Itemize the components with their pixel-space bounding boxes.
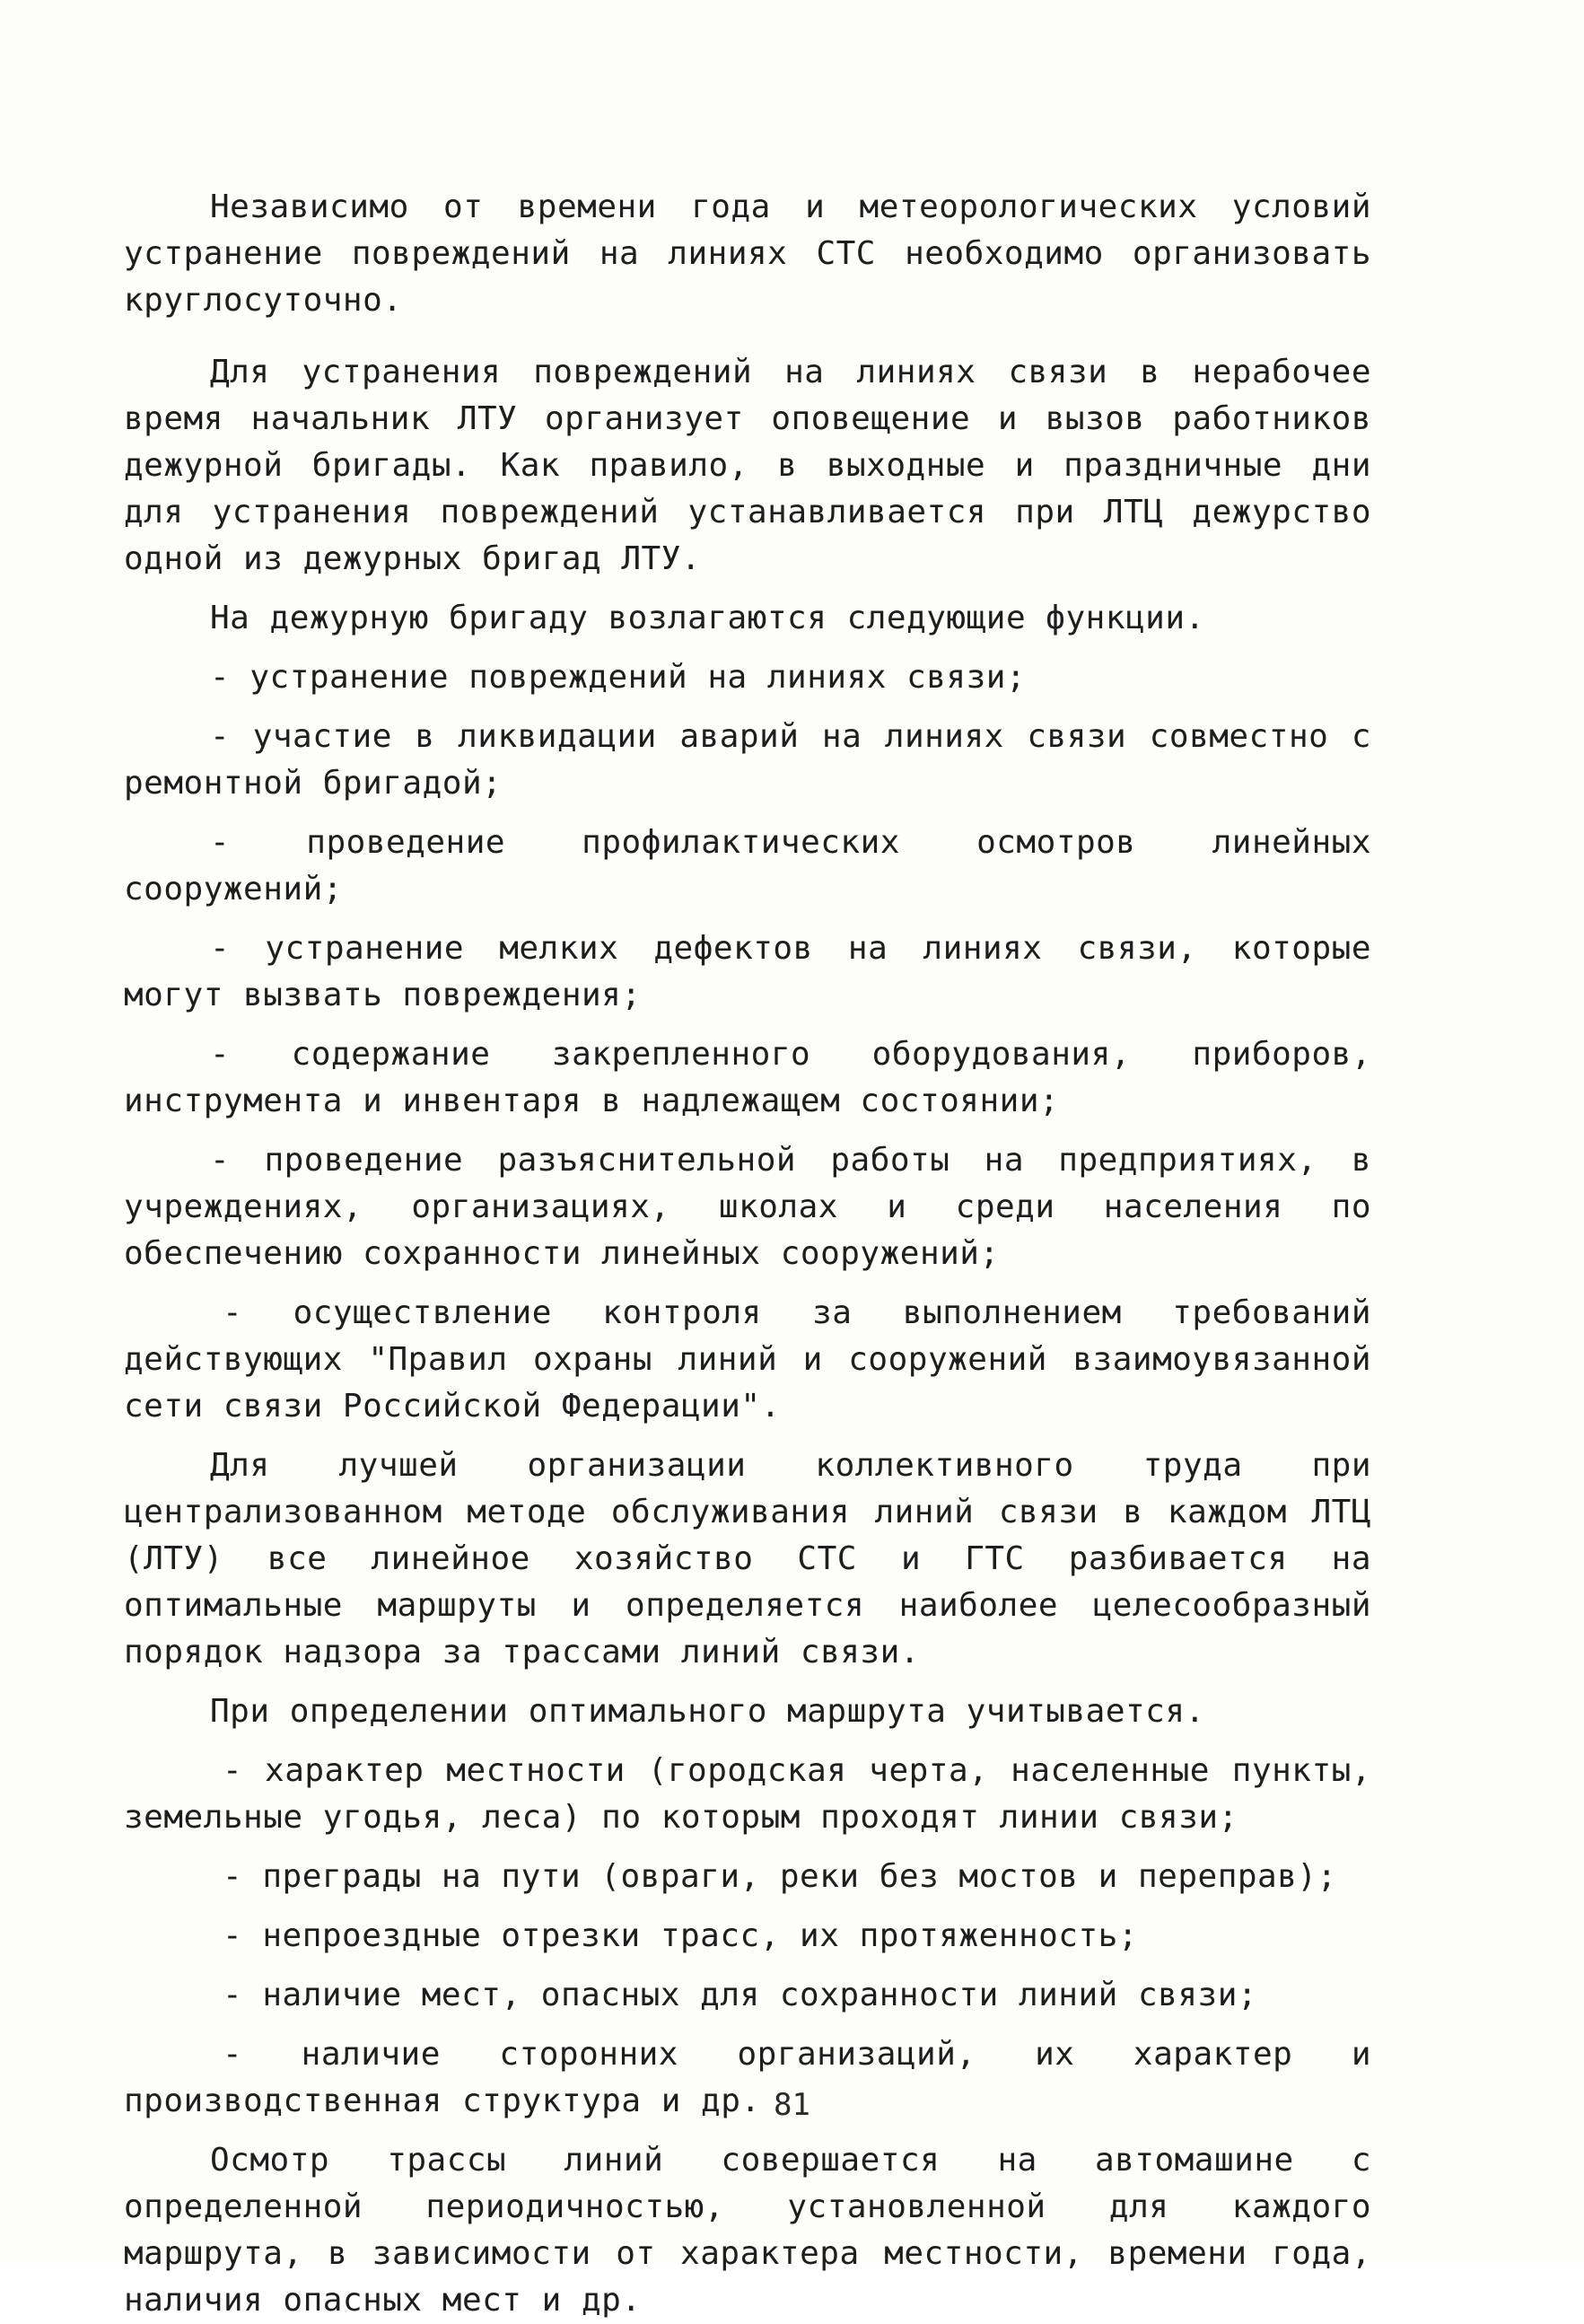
paragraph-repair-conditions: Независимо от времени года и метеорологических условий устранение повреждений на линиях СТС необходимо организовать круглосуточно. — [124, 189, 1371, 319]
paragraph-duty-functions-intro: На дежурную бригаду возлагаются следующие функции. — [210, 600, 1205, 636]
page-number: 81 — [774, 2087, 810, 2123]
paragraph-duty-organization: Для устранения повреждений на линиях связи в нерабочее время начальник ЛТУ организует оповещение и вызов работников дежурной бригады. Как правило, в выходные и праздничные дни для устранения повреждений устанавливается при ЛТЦ дежурство одной из дежурных бригад ЛТУ. — [124, 354, 1371, 577]
list-item-rules-control: - осуществление контроля за выполнением требований действующих "Правил охраны линий и сооружений взаимоувязанной сети связи Российской Федерации". — [124, 1294, 1371, 1425]
list-item-impassable-sections: - непроездные отрезки трасс, их протяженность; — [223, 1917, 1138, 1954]
list-item-obstacles: - преграды на пути (овраги, реки без мостов и переправ); — [223, 1858, 1337, 1895]
list-item-repair-damage: - устранение повреждений на линиях связи; — [210, 659, 1027, 696]
list-item-equipment-maintenance: - содержание закрепленного оборудования, приборов, инструмента и инвентаря в надлежащем состоянии; — [124, 1036, 1371, 1119]
document-body — [124, 184, 1371, 2324]
list-item-third-party-organizations: - наличие сторонних организаций, их характер и производственная структура и др. — [124, 2036, 1371, 2119]
paragraph-route-inspection: Осмотр трассы линий совершается на автомашине с определенной периодичностью, установленной для каждого маршрута, в зависимости от характера местности, времени года, наличия опасных мест и др. — [124, 2142, 1371, 2319]
list-item-preventive-inspections: - проведение профилактических осмотров линейных сооружений; — [124, 824, 1371, 908]
list-item-explanatory-work: - проведение разъяснительной работы на предприятиях, в учреждениях, организациях, школах и среди населения по обеспечению сохранности линейных сооружений; — [124, 1142, 1371, 1272]
list-item-dangerous-places: - наличие мест, опасных для сохранности линий связи; — [223, 1977, 1258, 2013]
list-item-minor-defects: - устранение мелких дефектов на линиях связи, которые могут вызвать повреждения; — [124, 930, 1371, 1013]
list-item-terrain: - характер местности (городская черта, населенные пункты, земельные угодья, леса) по которым проходят линии связи; — [124, 1752, 1371, 1836]
paragraph-route-factors-intro: При определении оптимального маршрута учитывается. — [210, 1693, 1205, 1730]
list-item-accident-liquidation: - участие в ликвидации аварий на линиях связи совместно с ремонтной бригадой; — [124, 718, 1371, 802]
paragraph-route-organization: Для лучшей организации коллективного труда при централизованном методе обслуживания линий связи в каждом ЛТЦ (ЛТУ) все линейное хозяйство СТС и ГТС разбивается на оптимальные маршруты и определяется наиболее целесообразный порядок надзора за трассами линий связи. — [124, 1447, 1371, 1671]
